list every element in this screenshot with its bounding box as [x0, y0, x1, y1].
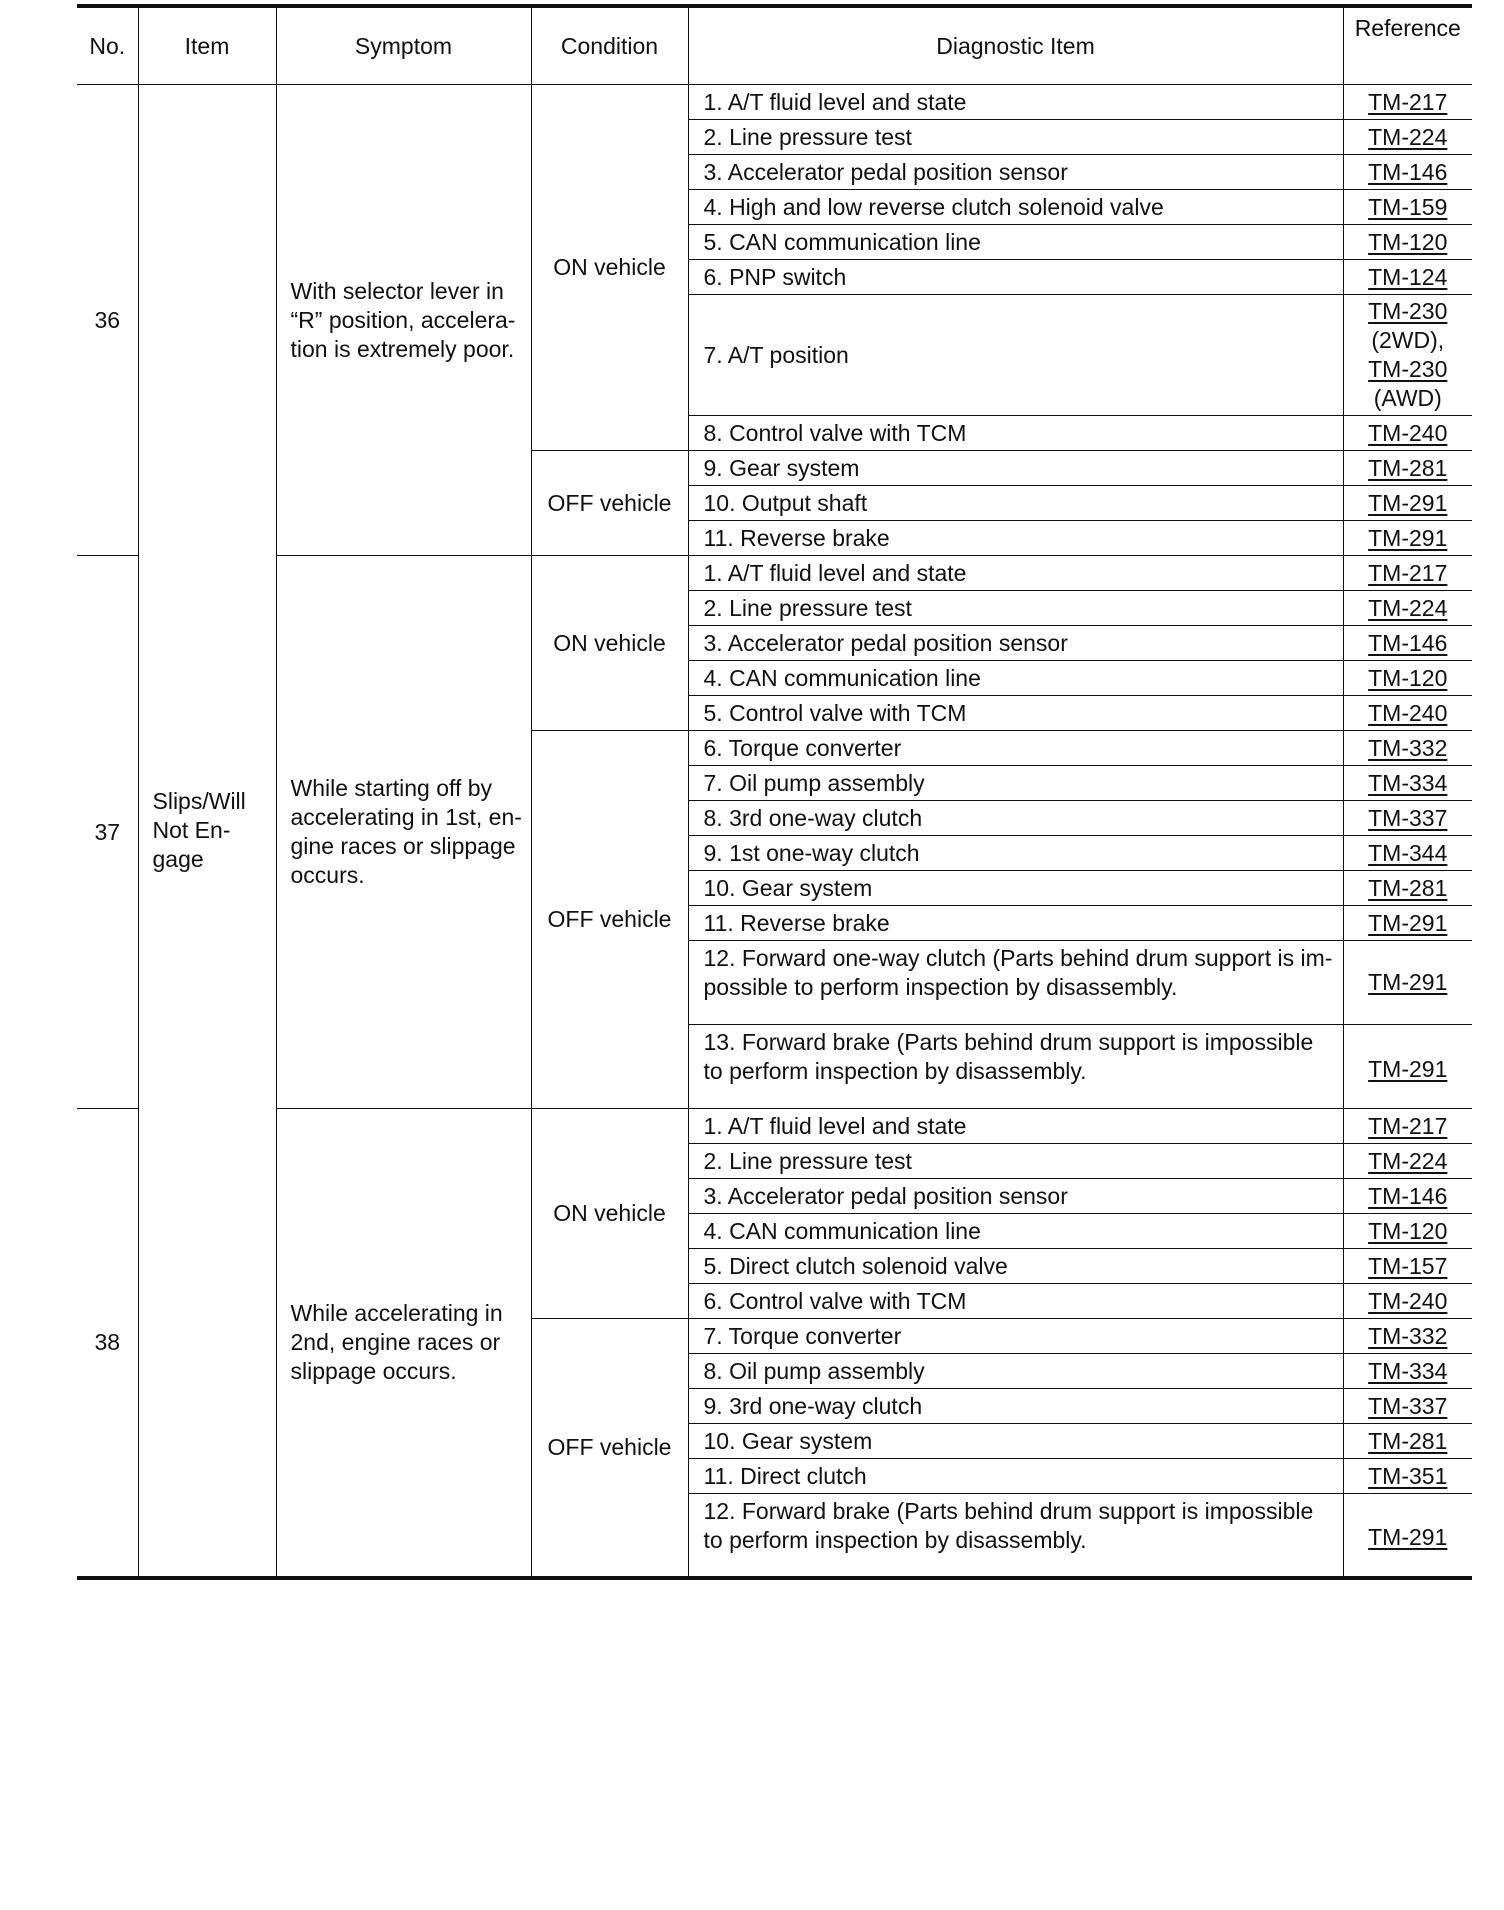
reference-cell: [1343, 1179, 1472, 1214]
diagnostic-item-text: 8. Oil pump assembly: [703, 1358, 925, 1384]
diagnostic-item: [688, 1025, 1343, 1109]
reference-link[interactable]: TM-291: [1368, 1056, 1448, 1082]
condition-cell: OFF vehicle: [531, 451, 688, 556]
header-row: [77, 6, 1472, 85]
diagnostic-item: [688, 696, 1343, 731]
reference-link[interactable]: TM-230: [1368, 356, 1448, 382]
reference-link[interactable]: TM-159: [1368, 193, 1448, 220]
diagnostic-item: [688, 1424, 1343, 1459]
reference-cell: [1343, 696, 1472, 731]
diagnostic-item: [688, 731, 1343, 766]
diagnostic-item: [688, 766, 1343, 801]
diagnostic-item: [688, 801, 1343, 836]
diagnostic-item: [688, 1389, 1343, 1424]
reference-cell: [1343, 521, 1472, 556]
reference-cell: [1343, 1109, 1472, 1144]
diagnostic-item: [688, 1109, 1343, 1144]
reference-link[interactable]: TM-146: [1368, 1182, 1448, 1209]
diagnostic-item: [688, 486, 1343, 521]
symptom-text: While accelerating in 2nd, engine races or slippage occurs.: [290, 1299, 503, 1384]
table-row: [77, 556, 1472, 591]
reference-cell: [1343, 836, 1472, 871]
header-condition: Condition: [531, 6, 688, 85]
reference-cell: [1343, 1249, 1472, 1284]
diagnostic-item-text: 4. CAN communication line: [703, 1218, 981, 1244]
diagnostic-item-text: 5. Control valve with TCM: [703, 700, 967, 726]
reference-cell: [1343, 190, 1472, 225]
row-number: 37: [77, 556, 138, 1109]
condition-cell: ON vehicle: [531, 556, 688, 731]
reference-cell: [1343, 941, 1472, 1025]
condition-cell: OFF vehicle: [531, 731, 688, 1109]
diagnostic-item-text: 10. Output shaft: [703, 490, 868, 516]
reference-link[interactable]: TM-146: [1368, 629, 1448, 656]
reference-link[interactable]: TM-240: [1368, 699, 1448, 726]
diagnostic-item: [688, 1179, 1343, 1214]
diagnostic-item-text: 9. Gear system: [703, 455, 860, 481]
diagnostic-item: [688, 591, 1343, 626]
reference-cell: [1343, 486, 1472, 521]
reference-link[interactable]: TM-120: [1368, 664, 1448, 691]
reference-cell: [1343, 1354, 1472, 1389]
symptom-cell: [276, 85, 531, 556]
reference-link[interactable]: TM-230: [1368, 298, 1448, 324]
diagnostic-item-text: 3. Accelerator pedal position sensor: [703, 1183, 1068, 1209]
reference-link[interactable]: TM-224: [1368, 123, 1448, 150]
diagnostic-item-text: 6. Torque converter: [703, 735, 902, 761]
reference-cell: [1343, 295, 1472, 416]
diagnostic-item-text: 1. A/T fluid level and state: [703, 1113, 967, 1139]
reference-cell: [1343, 1424, 1472, 1459]
diagnostic-item: [688, 521, 1343, 556]
reference-cell: [1343, 626, 1472, 661]
reference-cell: [1343, 1494, 1472, 1578]
diagnostic-item-text: 9. 3rd one-way clutch: [703, 1393, 923, 1419]
reference-cell: [1343, 661, 1472, 696]
reference-link[interactable]: TM-224: [1368, 1147, 1448, 1174]
diagnostic-item: [688, 1319, 1343, 1354]
header-item: Item: [138, 6, 276, 85]
diagnostic-item-text: 10. Gear system: [703, 1428, 873, 1454]
diagnostic-item-text: 8. 3rd one-way clutch: [703, 805, 923, 831]
reference-cell: [1343, 1284, 1472, 1319]
header-diagnostic-item: Diagnostic Item: [688, 6, 1343, 85]
reference-link[interactable]: TM-291: [1368, 969, 1448, 995]
diagnostic-item: [688, 556, 1343, 591]
reference-cell: [1343, 871, 1472, 906]
diagnostic-item: [688, 260, 1343, 295]
reference-link[interactable]: TM-281: [1368, 874, 1448, 901]
header-reference: Reference: [1343, 6, 1472, 85]
diagnostic-item: [688, 1354, 1343, 1389]
diagnostic-item-text: 11. Direct clutch: [703, 1463, 867, 1489]
diagnosis-table-container: [77, 4, 1472, 1580]
diagnostic-item: [688, 1249, 1343, 1284]
diagnostic-item-text: 10. Gear system: [703, 875, 873, 901]
diagnostic-item: [688, 416, 1343, 451]
diagnostic-item: [688, 295, 1343, 416]
reference-link[interactable]: TM-157: [1368, 1252, 1448, 1279]
condition-cell: ON vehicle: [531, 85, 688, 451]
reference-link[interactable]: TM-146: [1368, 158, 1448, 185]
reference-link[interactable]: TM-291: [1368, 524, 1448, 551]
reference-cell: [1343, 801, 1472, 836]
diagnostic-item-text: 2. Line pressure test: [703, 124, 912, 150]
diagnostic-item-text: 2. Line pressure test: [703, 595, 912, 621]
diagnostic-item: [688, 941, 1343, 1025]
reference-link[interactable]: TM-217: [1368, 1112, 1448, 1139]
diagnostic-item: [688, 1144, 1343, 1179]
reference-cell: [1343, 1319, 1472, 1354]
reference-link[interactable]: TM-337: [1368, 1392, 1448, 1419]
table-row: [77, 1109, 1472, 1144]
reference-cell: [1343, 260, 1472, 295]
row-number: 36: [77, 85, 138, 556]
symptom-cell: [276, 1109, 531, 1578]
diagnostic-item-text: 13. Forward brake (Parts behind drum support is impossible to perform inspection by disassembly.: [703, 1029, 1314, 1084]
diagnostic-item-text: 7. Torque converter: [703, 1323, 902, 1349]
reference-link[interactable]: TM-291: [1368, 1523, 1448, 1550]
row-number: 38: [77, 1109, 138, 1578]
reference-link[interactable]: TM-291: [1368, 909, 1448, 936]
reference-cell: [1343, 906, 1472, 941]
diagnostic-item-text: 6. PNP switch: [703, 264, 847, 290]
diagnostic-item-text: 1. A/T fluid level and state: [703, 560, 967, 586]
header-no: No.: [77, 6, 138, 85]
reference-note: (AWD): [1373, 385, 1442, 411]
reference-link[interactable]: TM-334: [1368, 1357, 1448, 1384]
diagnostic-item-text: 12. Forward brake (Parts behind drum support is impossible to perform inspection by disassembly.: [703, 1498, 1314, 1553]
header-symptom: Symptom: [276, 6, 531, 85]
reference-cell: [1343, 556, 1472, 591]
diagnostic-item-text: 4. High and low reverse clutch solenoid valve: [703, 194, 1164, 220]
reference-cell: [1343, 225, 1472, 260]
diagnostic-item: [688, 871, 1343, 906]
reference-link[interactable]: TM-217: [1368, 559, 1448, 586]
reference-cell: [1343, 731, 1472, 766]
reference-link[interactable]: TM-240: [1368, 419, 1448, 446]
diagnostic-item: [688, 120, 1343, 155]
diagnostic-item: [688, 155, 1343, 190]
reference-link[interactable]: TM-334: [1368, 769, 1448, 796]
reference-cell: [1343, 155, 1472, 190]
diagnostic-item-text: 7. A/T position: [703, 342, 849, 368]
diagnostic-item: [688, 451, 1343, 486]
diagnostic-item-text: 6. Control valve with TCM: [703, 1288, 967, 1314]
symptom-cell: [276, 556, 531, 1109]
reference-cell: [1343, 591, 1472, 626]
diagnostic-item: [688, 85, 1343, 120]
reference-cell: [1343, 85, 1472, 120]
diagnostic-item: [688, 661, 1343, 696]
diagnostic-item: [688, 836, 1343, 871]
diagnostic-item-text: 4. CAN communication line: [703, 665, 981, 691]
reference-link[interactable]: TM-337: [1368, 804, 1448, 831]
reference-cell: [1343, 1389, 1472, 1424]
reference-link[interactable]: TM-281: [1368, 1427, 1448, 1454]
symptom-text: With selector lever in “R” position, accelera- tion is extremely poor.: [290, 277, 516, 362]
diagnostic-item-text: 11. Reverse brake: [703, 525, 890, 551]
diagnostic-item-text: 11. Reverse brake: [703, 910, 890, 936]
diagnostic-item-text: 3. Accelerator pedal position sensor: [703, 159, 1068, 185]
reference-link[interactable]: TM-351: [1368, 1462, 1448, 1489]
diagnostic-item-text: 9. 1st one-way clutch: [703, 840, 920, 866]
diagnostic-item-text: 8. Control valve with TCM: [703, 420, 967, 446]
diagnostic-item: [688, 626, 1343, 661]
reference-link[interactable]: TM-240: [1368, 1287, 1448, 1314]
diagnosis-table: [77, 4, 1472, 1580]
reference-cell: [1343, 1025, 1472, 1109]
reference-link[interactable]: TM-291: [1368, 489, 1448, 516]
reference-link[interactable]: TM-124: [1368, 263, 1448, 290]
condition-cell: OFF vehicle: [531, 1319, 688, 1578]
item-label: Slips/Will Not En- gage: [152, 787, 246, 872]
reference-cell: [1343, 1459, 1472, 1494]
reference-link[interactable]: TM-344: [1368, 839, 1448, 866]
diagnostic-item-text: 12. Forward one-way clutch (Parts behind drum support is im- possible to perform inspection by disassembly.: [703, 945, 1333, 1000]
reference-link[interactable]: TM-332: [1368, 1322, 1448, 1349]
diagnostic-item-text: 1. A/T fluid level and state: [703, 89, 967, 115]
diagnostic-item-text: 2. Line pressure test: [703, 1148, 912, 1174]
diagnostic-item-text: 7. Oil pump assembly: [703, 770, 925, 796]
condition-cell: ON vehicle: [531, 1109, 688, 1319]
reference-note: (2WD),: [1371, 327, 1445, 353]
reference-link[interactable]: TM-332: [1368, 734, 1448, 761]
reference-cell: [1343, 1214, 1472, 1249]
reference-cell: [1343, 120, 1472, 155]
diagnostic-item: [688, 1284, 1343, 1319]
diagnostic-item: [688, 1494, 1343, 1578]
diagnostic-item-text: 5. CAN communication line: [703, 229, 981, 255]
reference-cell: [1343, 416, 1472, 451]
item-cell: [138, 85, 276, 1578]
reference-link[interactable]: TM-120: [1368, 1217, 1448, 1244]
reference-cell: [1343, 1144, 1472, 1179]
table-body: [77, 85, 1472, 1578]
diagnostic-item: [688, 225, 1343, 260]
diagnostic-item-text: 5. Direct clutch solenoid valve: [703, 1253, 1008, 1279]
diagnostic-item: [688, 1459, 1343, 1494]
diagnostic-item-text: 3. Accelerator pedal position sensor: [703, 630, 1068, 656]
reference-link[interactable]: TM-224: [1368, 594, 1448, 621]
reference-cell: [1343, 766, 1472, 801]
reference-link[interactable]: TM-120: [1368, 228, 1448, 255]
reference-link[interactable]: TM-281: [1368, 454, 1448, 481]
table-row: [77, 85, 1472, 120]
diagnostic-item: [688, 906, 1343, 941]
diagnostic-item: [688, 1214, 1343, 1249]
reference-link[interactable]: TM-217: [1368, 88, 1448, 115]
symptom-text: While starting off by accelerating in 1st, en- gine races or slippage occurs.: [290, 775, 522, 888]
diagnostic-item: [688, 190, 1343, 225]
reference-cell: [1343, 451, 1472, 486]
